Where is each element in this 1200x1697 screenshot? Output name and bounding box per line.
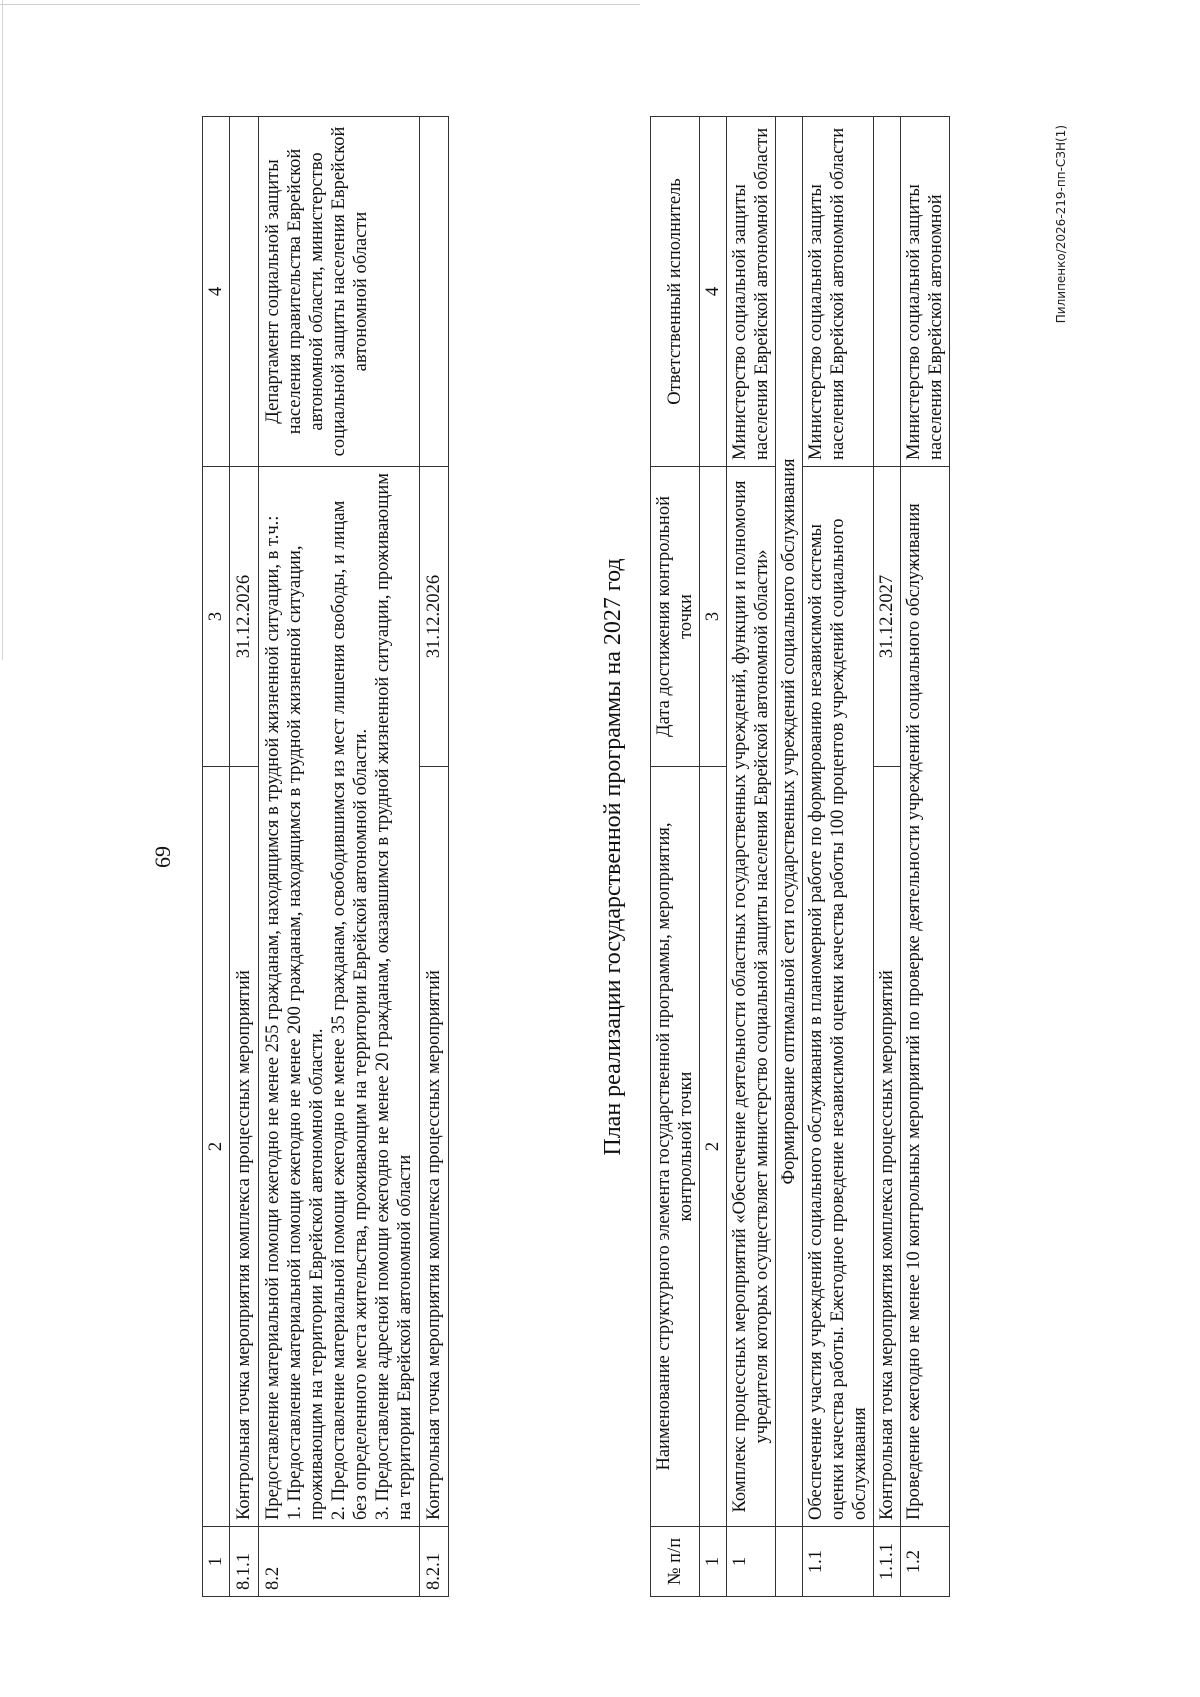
- table-row: [874, 117, 901, 1597]
- table-header-numbers-row: [700, 117, 727, 1597]
- row-number: 1: [727, 1527, 776, 1597]
- table-header-row: [203, 117, 230, 1597]
- row-name: Контрольная точка мероприятия комплекса процессных мероприятий: [230, 767, 259, 1527]
- header-cell: 2: [203, 767, 230, 1527]
- section-title: Формирование оптимальной сети государственных учреждений социального обслуживания: [776, 117, 803, 1527]
- row-executor: Министерство социальной защиты населения Еврейской автономной: [901, 117, 950, 467]
- row-date: 31.12.2026: [230, 467, 259, 767]
- row-name: Обеспечение участия учреждений социального обслуживания в планомерной работе по формированию независимой системы оценки качества работы. Ежегодное проведение независимой оценки качества работы 100 процентов учреждений социального обслуживания: [803, 467, 874, 1527]
- header-cell: 4: [203, 117, 230, 467]
- row-executor: [420, 117, 449, 467]
- row-executor: Департамент социальной защиты населения правительства Еврейской автономной области, министерство социальной защиты населения Еврейской автономной области: [259, 117, 420, 467]
- row-number: 1.2: [901, 1527, 950, 1597]
- table-header-row: [651, 117, 700, 1597]
- scan-edge-line: [2, 0, 3, 660]
- header-cell-number: № п/п: [651, 1527, 700, 1597]
- page-number: 69: [150, 846, 175, 868]
- row-executor: Министерство социальной защиты населения Еврейской автономной области: [727, 117, 776, 467]
- table-row: [727, 117, 776, 1597]
- row-number: 8.1.1: [230, 1527, 259, 1597]
- header-cell-executor: Ответственный исполнитель: [651, 117, 700, 467]
- row-date: 31.12.2027: [874, 467, 901, 767]
- footer-code: Пилипенко/2026-219-пп-СЗН(1): [1054, 125, 1068, 324]
- plan-title: План реализации государственной программы на 2027 год: [600, 558, 626, 1156]
- header-cell-name: Наименование структурного элемента государственной программы, мероприятия, контрольной точки: [651, 767, 700, 1527]
- row-executor: [874, 117, 901, 467]
- header-cell: 1: [203, 1527, 230, 1597]
- header-cell: 3: [203, 467, 230, 767]
- row-name: Контрольная точка мероприятия комплекса процессных мероприятий: [420, 767, 449, 1527]
- row-name: Контрольная точка мероприятия комплекса процессных мероприятий: [874, 767, 901, 1527]
- table-section-row: [776, 117, 803, 1597]
- row-name: Комплекс процессных мероприятий «Обеспечение деятельности областных государственных учреждений, функции и полномочия учредителя которых осуществляет министерство социальной защиты населения Еврейской автономной области»: [727, 467, 776, 1527]
- row-name-line: 1. Предоставление материальной помощи ежегодно не менее 200 гражданам, находящимся в трудной жизненной ситуации, проживающим на территории Еврейской автономной области.: [285, 545, 327, 1520]
- table-row: [901, 117, 950, 1597]
- table-continuation: [202, 116, 449, 1597]
- rotated-page: [150, 117, 1068, 1597]
- table-row: [230, 117, 259, 1597]
- row-date: 31.12.2026: [420, 467, 449, 767]
- row-executor: [230, 117, 259, 467]
- header-cell: 4: [700, 117, 727, 467]
- header-cell: 1: [700, 1527, 727, 1597]
- row-name: Проведение ежегодно не менее 10 контрольных мероприятий по проверке деятельности учреждений социального обслуживания: [901, 467, 950, 1527]
- row-name: [259, 467, 420, 1527]
- row-number: 8.2.1: [420, 1527, 449, 1597]
- row-name-line: Предоставление материальной помощи ежегодно не менее 255 гражданам, находящимся в трудной жизненной ситуации, в т.ч.:: [263, 515, 283, 1520]
- row-number: 8.2: [259, 1527, 420, 1597]
- row-name-line: 3. Предоставление адресной помощи ежегодно не менее 20 гражданам, оказавшимся в трудной жизненной ситуации, проживающим на территории Еврейской автономной области: [373, 473, 415, 1520]
- table-row: [259, 117, 420, 1597]
- row-number: [776, 1527, 803, 1597]
- row-name-line: 2. Предоставление материальной помощи ежегодно не менее 35 гражданам, освободившимся из мест лишения свободы, и лицам без определенного места жительства, проживающим на территории Еврейской автономной области.: [329, 500, 371, 1520]
- table-row: [803, 117, 874, 1597]
- header-cell: 3: [700, 467, 727, 767]
- scan-edge-line: [0, 4, 640, 5]
- row-number: 1.1: [803, 1527, 874, 1597]
- table-row: [420, 117, 449, 1597]
- header-cell: 2: [700, 767, 727, 1527]
- header-cell-date: Дата достижения контрольной точки: [651, 467, 700, 767]
- row-number: 1.1.1: [874, 1527, 901, 1597]
- plan-table: [650, 116, 950, 1597]
- row-executor: Министерство социальной защиты населения Еврейской автономной области: [803, 117, 874, 467]
